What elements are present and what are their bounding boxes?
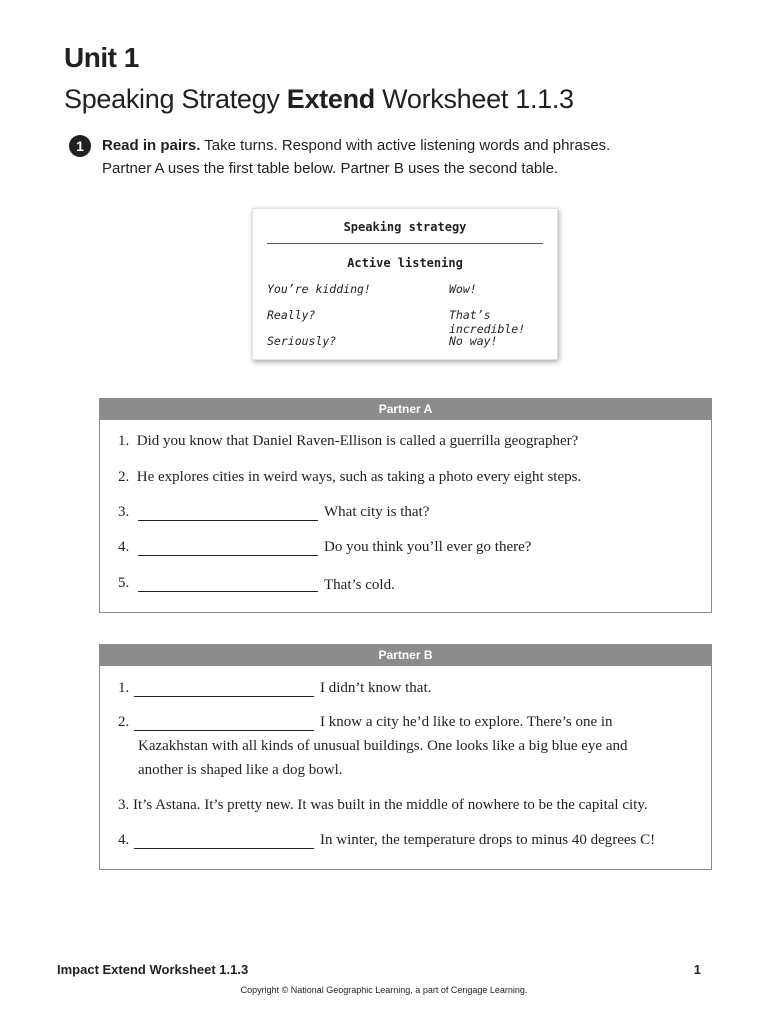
partner-a-header: Partner A: [100, 399, 711, 420]
footer-title: Impact Extend Worksheet 1.1.3: [57, 962, 249, 977]
answer-blank[interactable]: [138, 555, 318, 556]
item-text: That’s cold.: [324, 577, 395, 593]
item-text: Do you think you’ll ever go there?: [324, 539, 532, 555]
step-number-badge: 1: [69, 135, 91, 157]
item-number: 5.: [118, 575, 130, 591]
instruction-lead: Read in pairs.: [102, 137, 201, 154]
speaking-strategy-box: [252, 208, 558, 360]
strategy-phrase: That’s incredible!: [449, 308, 526, 336]
item-number: 2.: [118, 714, 130, 730]
answer-blank[interactable]: [134, 730, 314, 731]
item-text: He explores cities in weird ways, such as taking a photo every eight steps.: [136, 469, 582, 485]
item-text: I know a city he’d like to explore. There’s one in: [320, 714, 613, 730]
item-number: 3.: [118, 504, 130, 520]
copyright-notice: Copyright © National Geographic Learning, a part of Cengage Learning.: [240, 985, 528, 995]
strategy-phrase: No way!: [449, 334, 498, 348]
answer-blank[interactable]: [134, 696, 314, 697]
partner-b-table: [99, 644, 712, 870]
strategy-phrase: Really?: [267, 308, 316, 322]
item-number: 3.: [118, 797, 130, 813]
strategy-phrase: Wow!: [449, 282, 477, 296]
item-number: 1.: [118, 433, 130, 449]
item-text: In winter, the temperature drops to minus 40 degrees C!: [320, 832, 656, 848]
instruction-line1: Take turns. Respond with active listening words and phrases.: [204, 137, 611, 154]
list-item: [118, 429, 578, 453]
list-item: [118, 793, 648, 817]
strategy-phrase: Seriously?: [267, 334, 337, 348]
list-item: [118, 465, 581, 489]
page-number: 1: [693, 962, 701, 977]
item-text-continued: Kazakhstan with all kinds of unusual buildings. One looks like a big blue eye and: [138, 738, 628, 754]
answer-blank[interactable]: [138, 520, 318, 521]
item-text: I didn’t know that.: [320, 680, 432, 696]
strategy-phrase: You’re kidding!: [267, 282, 371, 296]
item-number: 2.: [118, 469, 130, 485]
title-bold: Extend: [286, 84, 375, 114]
instruction-text: [102, 134, 702, 180]
item-text: What city is that?: [324, 504, 430, 520]
item-number: 1.: [118, 680, 130, 696]
title-prefix: Speaking Strategy: [64, 84, 280, 114]
worksheet-title: [64, 84, 574, 115]
title-suffix: Worksheet 1.1.3: [382, 84, 574, 114]
strategy-subheading: Active listening: [347, 256, 463, 270]
item-number: 4.: [118, 539, 130, 555]
answer-blank[interactable]: [138, 591, 318, 592]
item-text: It’s Astana. It’s pretty new. It was built in the middle of nowhere to be the capital city.: [133, 797, 648, 813]
item-number: 4.: [118, 832, 130, 848]
item-text: Did you know that Daniel Raven-Ellison is called a guerrilla geographer?: [136, 433, 579, 449]
item-text-continued: another is shaped like a dog bowl.: [138, 762, 343, 778]
answer-blank[interactable]: [134, 848, 314, 849]
strategy-divider: [267, 243, 543, 244]
instruction-line2: Partner A uses the first table below. Partner B uses the second table.: [102, 160, 559, 177]
partner-a-table: [99, 398, 712, 613]
unit-title: Unit 1: [64, 42, 139, 73]
strategy-heading: Speaking strategy: [343, 220, 467, 234]
partner-b-header: Partner B: [100, 645, 711, 666]
